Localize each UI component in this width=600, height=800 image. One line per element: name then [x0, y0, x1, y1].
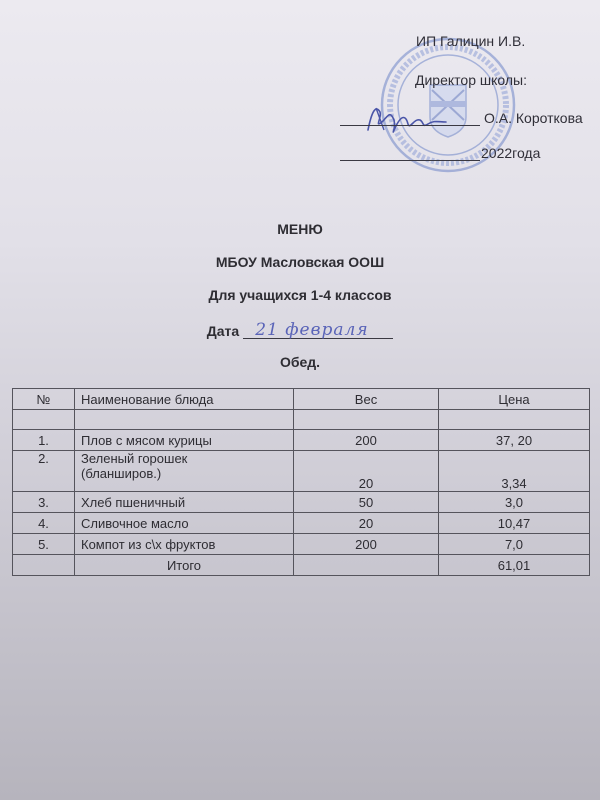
dish-name: Хлеб пшеничный — [75, 492, 294, 513]
empty-cell — [294, 555, 439, 576]
dish-weight: 200 — [294, 430, 439, 451]
audience: Для учащихся 1-4 классов — [208, 287, 392, 303]
dish-price: 7,0 — [439, 534, 590, 555]
dish-price: 10,47 — [439, 513, 590, 534]
row-number: 5. — [13, 534, 75, 555]
dish-price: 3,0 — [439, 492, 590, 513]
empty-cell — [294, 410, 439, 430]
header-name: Наименование блюда — [75, 389, 294, 410]
empty-cell — [13, 410, 75, 430]
dish-weight: 20 — [294, 513, 439, 534]
table-empty-row — [13, 410, 590, 430]
table-row — [13, 534, 590, 555]
dish-weight: 200 — [294, 534, 439, 555]
dish-weight: 50 — [294, 492, 439, 513]
empty-cell — [75, 410, 294, 430]
table-row — [13, 451, 590, 492]
dish-name: Плов с мясом курицы — [75, 430, 294, 451]
empty-cell — [13, 555, 75, 576]
director-signature — [362, 100, 452, 140]
table-row — [13, 492, 590, 513]
dish-name-line2: (бланширов.) — [81, 466, 162, 481]
header-price: Цена — [439, 389, 590, 410]
header-number: № — [13, 389, 75, 410]
date-field — [243, 321, 393, 339]
total-value: 61,01 — [439, 555, 590, 576]
approval-block — [0, 0, 600, 180]
table-total-row — [13, 555, 590, 576]
dish-price: 37, 20 — [439, 430, 590, 451]
dish-name: Сливочное масло — [75, 513, 294, 534]
approval-year: 2022года — [481, 145, 541, 161]
dish-name: Зеленый горошек — [81, 451, 188, 466]
empty-cell — [439, 410, 590, 430]
table-row — [13, 430, 590, 451]
date-label: Дата — [206, 323, 240, 339]
signature-line — [340, 125, 480, 126]
menu-table — [12, 388, 590, 576]
row-number: 3. — [13, 492, 75, 513]
date-handwritten: 21 февраля — [255, 320, 369, 340]
row-number: 1. — [13, 430, 75, 451]
document-title: МЕНЮ — [277, 221, 323, 237]
header-weight: Вес — [294, 389, 439, 410]
dish-name-cell — [75, 451, 294, 492]
date-line — [340, 160, 480, 161]
approval-position: Директор школы: — [415, 72, 527, 88]
row-number: 2. — [13, 451, 75, 492]
total-label: Итого — [75, 555, 294, 576]
dish-name: Компот из с\х фруктов — [75, 534, 294, 555]
director-name: О.А. Короткова — [484, 110, 583, 126]
table-header-row — [13, 389, 590, 410]
school-name: МБОУ Масловская ООШ — [215, 254, 385, 270]
meal-name: Обед. — [279, 354, 321, 370]
dish-price: 3,34 — [439, 451, 590, 492]
approval-company: ИП Галицин И.В. — [416, 33, 526, 49]
table-row — [13, 513, 590, 534]
dish-weight: 20 — [294, 451, 439, 492]
date-row — [0, 321, 600, 339]
row-number: 4. — [13, 513, 75, 534]
